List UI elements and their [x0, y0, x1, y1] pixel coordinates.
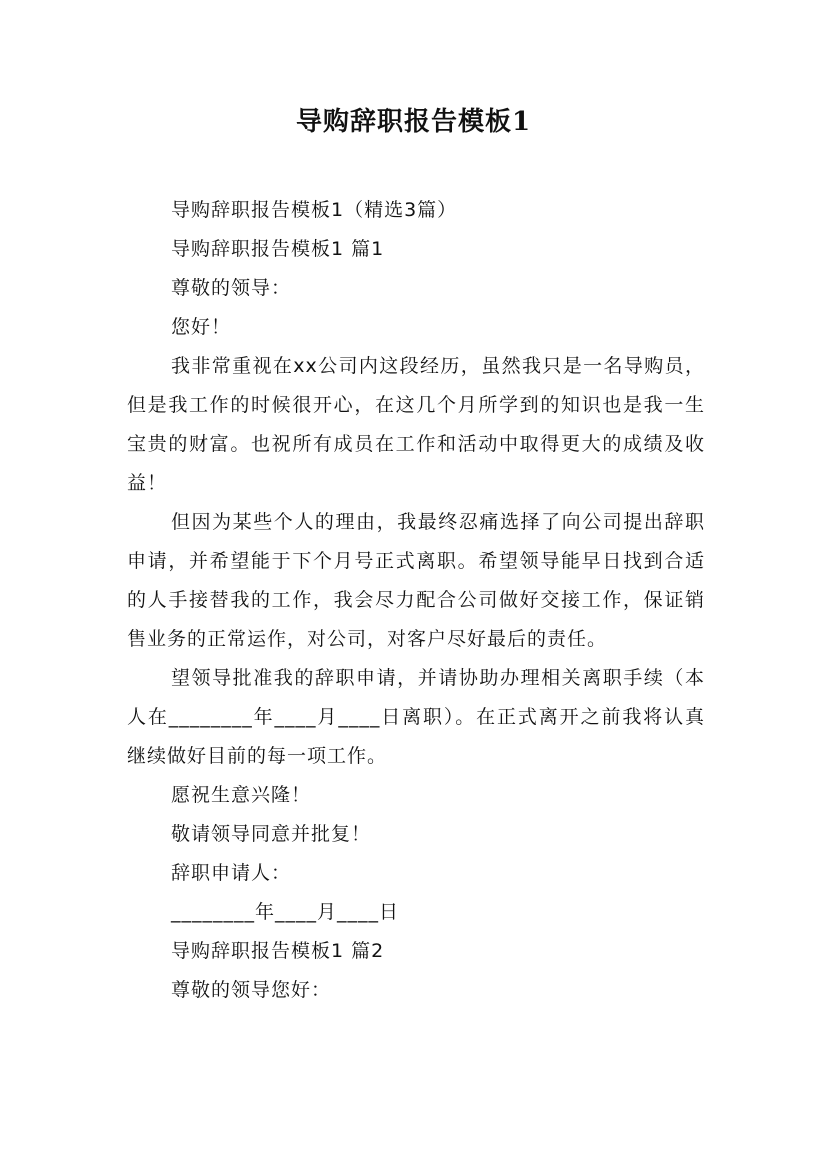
- signature-label: 辞职申请人：: [171, 862, 292, 884]
- document-title: 导购辞职报告模板1: [295, 107, 532, 137]
- greeting: 您好！: [171, 316, 232, 338]
- closing-wish: 愿祝生意兴隆！: [171, 784, 312, 806]
- document-body: [127, 191, 705, 1010]
- subtitle-paragraph: 导购辞职报告模板1（精选3篇）: [171, 199, 458, 221]
- closing-request: 敬请领导同意并批复！: [171, 823, 372, 845]
- body-paragraph: 望领导批准我的辞职申请，并请协助办理相关离职手续（本人在________年____月____日离职）。在正式离开之前我将认真继续做好目前的每一项工作。: [127, 667, 705, 767]
- section-heading-2: 导购辞职报告模板1 篇2: [171, 940, 385, 962]
- salutation-2: 尊敬的领导您好：: [171, 979, 332, 1001]
- body-paragraph: 我非常重视在xx公司内这段经历，虽然我只是一名导购员，但是我工作的时候很开心，在这几个月所学到的知识也是我一生宝贵的财富。也祝所有成员在工作和活动中取得更大的成绩及收益！: [127, 355, 705, 494]
- body-paragraph: 但因为某些个人的理由，我最终忍痛选择了向公司提出辞职申请，并希望能于下个月号正式离职。希望领导能早日找到合适的人手接替我的工作，我会尽力配合公司做好交接工作，保证销售业务的正常运作，对公司，对客户尽好最后的责任。: [127, 511, 705, 650]
- section-heading-1: 导购辞职报告模板1 篇1: [171, 238, 385, 260]
- salutation: 尊敬的领导：: [171, 277, 292, 299]
- date-line: ________年____月____日: [171, 901, 400, 923]
